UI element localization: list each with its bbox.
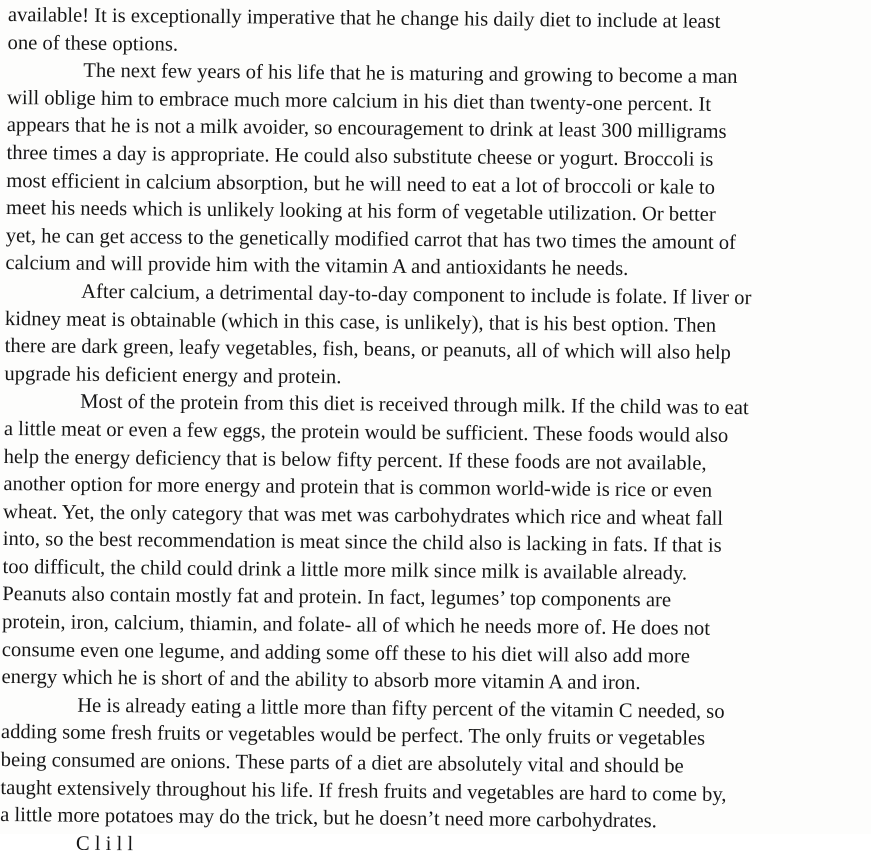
- text-line: a little more potatoes may do the trick, but he doesn’t need more carbohydrates.: [0, 804, 657, 833]
- text-line: consume even one legume, and adding some off these to his diet will also add more: [1, 638, 691, 668]
- paragraph-start-line: Most of the protein from this diet is received through milk. If the child was to eat: [80, 391, 749, 420]
- text-line: most efficient in calcium absorption, but he will need to eat a lot of broccoli or kale to: [6, 169, 716, 199]
- text-line: into, so the best recommendation is meat since the child also is lacking in fats. If that is: [2, 528, 722, 558]
- text-line: a little meat or even a few eggs, the protein would be sufficient. These foods would also: [3, 417, 729, 447]
- text-line: upgrade his deficient energy and protein.: [4, 362, 342, 388]
- text-line: appears that he is not a milk avoider, so encouragement to drink at least 300 milligrams: [6, 114, 727, 144]
- text-line: being consumed are onions. These parts of a diet are absolutely vital and should be: [0, 748, 684, 778]
- essay-text: [0, 2, 870, 856]
- paragraph-start-line: He is already eating a little more than fifty percent of the vitamin C needed, so: [77, 694, 725, 723]
- text-line: there are dark green, leafy vegetables, fish, beans, or peanuts, all of which will also help: [4, 335, 732, 365]
- text-line: too difficult, the child could drink a little more milk since milk is available already.: [2, 555, 688, 585]
- text-line: Peanuts also contain mostly fat and protein. In fact, legumes’ top components are: [2, 583, 672, 612]
- cut-off-line: C l i l l: [75, 832, 134, 856]
- text-line: help the energy deficiency that is below fifty percent. If these foods are not available,: [3, 445, 707, 475]
- text-line: taught extensively throughout his life. If fresh fruits and vegetables are hard to come by,: [0, 776, 727, 806]
- text-line: one of these options.: [7, 31, 179, 56]
- text-line: calcium and will provide him with the vitamin A and antioxidants he needs.: [5, 252, 629, 281]
- text-line: kidney meat is obtainable (which in this case, is unlikely), that is his best option. Then: [4, 307, 717, 337]
- paragraph-start-line: After calcium, a detrimental day-to-day component to include is folate. If liver or: [81, 280, 752, 310]
- paragraph-start-line: The next few years of his life that he is maturing and growing to become a man: [83, 59, 738, 89]
- text-line: protein, iron, calcium, thiamin, and folate- all of which he needs more of. He does not: [1, 611, 711, 640]
- text-line: energy which he is short of and the ability to absorb more vitamin A and iron.: [1, 666, 641, 695]
- text-line: another option for more energy and protein that is common world-wide is rice or even: [3, 473, 713, 502]
- text-line: adding some fresh fruits or vegetables would be perfect. The only fruits or vegetables: [0, 721, 706, 751]
- text-line: yet, he can get access to the genetically modified carrot that has two times the amount of: [5, 224, 737, 254]
- text-line: available! It is exceptionally imperative that he change his daily diet to include at least: [7, 3, 721, 33]
- text-line: three times a day is appropriate. He could also substitute cheese or yogurt. Broccoli is: [6, 141, 714, 171]
- text-line: will oblige him to embrace much more calcium in his diet than twenty-one percent. It: [6, 86, 712, 116]
- text-line: wheat. Yet, the only category that was met was carbohydrates which rice and wheat fall: [3, 500, 724, 530]
- text-line: meet his needs which is unlikely looking at his form of vegetable utilization. Or better: [5, 197, 716, 226]
